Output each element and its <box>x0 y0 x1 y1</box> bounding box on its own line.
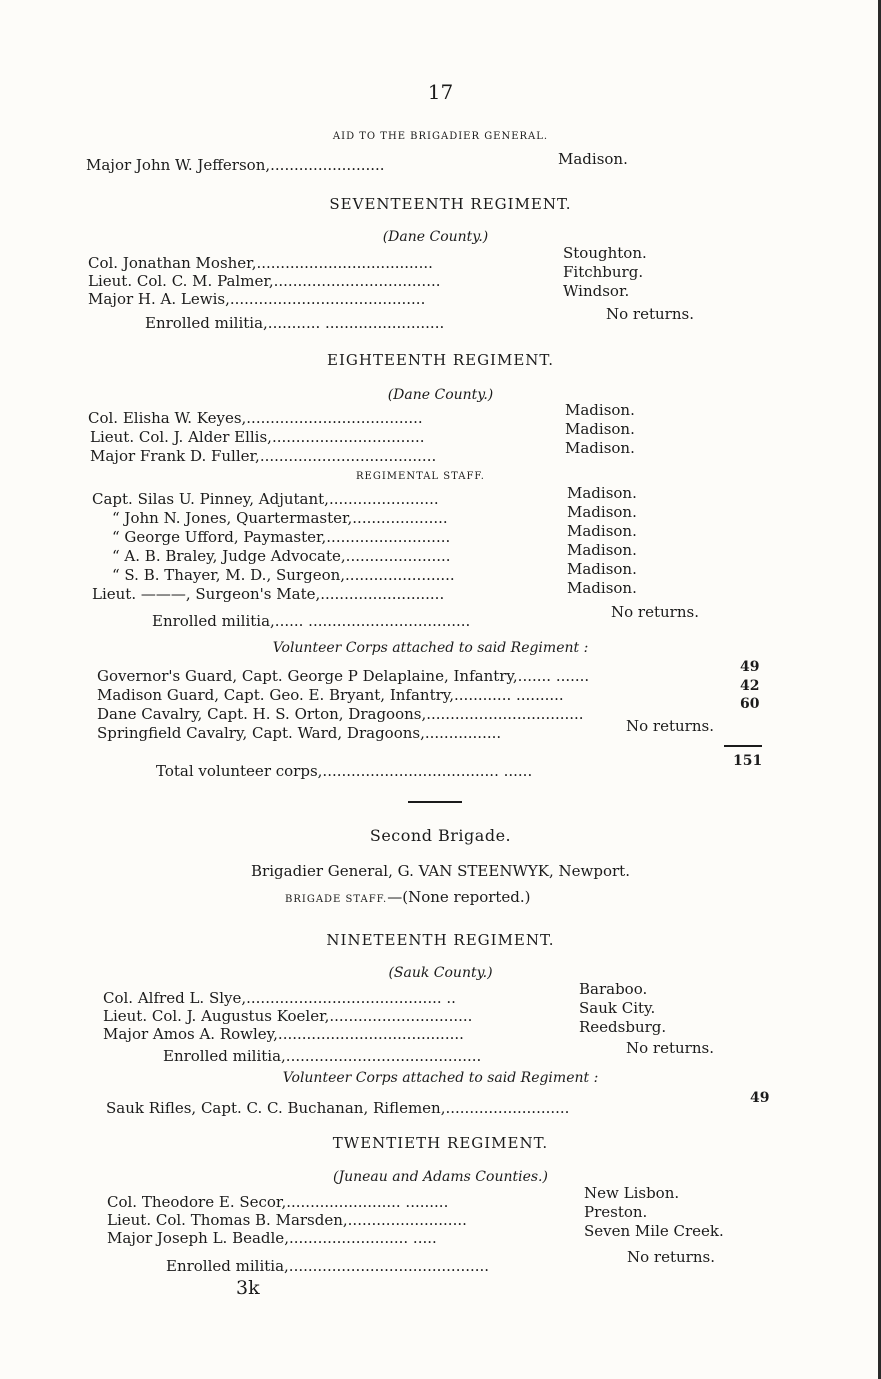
reg19-officer-place: Sauk City. <box>579 999 656 1017</box>
reg19-enrolled-value: No returns. <box>626 1039 714 1057</box>
reg18-enrolled-value: No returns. <box>611 603 699 621</box>
section-divider <box>408 801 462 803</box>
reg20-enrolled-value: No returns. <box>627 1248 715 1266</box>
reg18-total: Total volunteer corps,..................................... ...... <box>156 762 533 780</box>
brigade-heading: Second Brigade. <box>369 826 512 845</box>
reg19-county: (Sauk County.) <box>388 965 493 981</box>
reg18-enrolled: Enrolled militia,...... .................................. <box>152 612 471 630</box>
reg19-heading: NINETEENTH REGIMENT. <box>326 931 555 949</box>
reg17-officer: Lieut. Col. C. M. Palmer,................................... <box>88 272 441 290</box>
reg18-officer: Major Frank D. Fuller,..................................... <box>90 447 437 465</box>
reg19-enrolled: Enrolled militia,......................................... <box>163 1047 482 1065</box>
reg17-officer-place: Fitchburg. <box>563 263 644 281</box>
reg18-staff-heading: REGIMENTAL STAFF. <box>356 471 485 482</box>
reg19-volunteer-heading: Volunteer Corps attached to said Regiment : <box>282 1070 599 1086</box>
reg20-officer: Major Joseph L. Beadle,......................... ..... <box>107 1229 437 1247</box>
reg18-staff-place: Madison. <box>567 541 637 559</box>
total-rule <box>724 745 762 747</box>
reg20-enrolled: Enrolled militia,.......................................... <box>166 1257 490 1275</box>
reg18-officer-place: Madison. <box>565 439 635 457</box>
reg18-staff-place: Madison. <box>567 503 637 521</box>
reg18-total-value: 151 <box>733 753 763 769</box>
reg18-staff-row: “ S. B. Thayer, M. D., Surgeon,....................... <box>112 566 455 584</box>
aid-entry-place: Madison. <box>558 150 628 168</box>
reg18-staff-row: “ A. B. Braley, Judge Advocate,...................... <box>112 547 451 565</box>
reg18-heading: EIGHTEENTH REGIMENT. <box>327 351 554 369</box>
reg17-heading: SEVENTEENTH REGIMENT. <box>329 195 572 213</box>
brigade-staff-note: —(None reported.) <box>387 888 531 906</box>
reg18-volunteer-value: 49 <box>740 659 760 675</box>
reg18-volunteer-row: Dane Cavalry, Capt. H. S. Orton, Dragoons,................................. <box>97 705 584 723</box>
brigade-staff-label: BRIGADE STAFF. <box>285 894 388 905</box>
reg18-volunteer-value: 60 <box>740 696 760 712</box>
reg20-heading: TWENTIETH REGIMENT. <box>332 1134 549 1152</box>
reg20-county: (Juneau and Adams Counties.) <box>333 1169 548 1185</box>
reg17-officer: Col. Jonathan Mosher,..................................... <box>88 254 433 272</box>
reg20-officer-place: New Lisbon. <box>584 1184 680 1202</box>
reg18-volunteer-value: 42 <box>740 678 760 694</box>
reg18-officer-place: Madison. <box>565 420 635 438</box>
reg18-staff-place: Madison. <box>567 579 637 597</box>
reg18-volunteer-row: Governor's Guard, Capt. George P Delaplaine, Infantry,....... ....... <box>97 667 590 685</box>
reg19-volunteer-row: Sauk Rifles, Capt. C. C. Buchanan, Riflemen,.......................... <box>106 1099 570 1117</box>
reg20-officer-place: Seven Mile Creek. <box>584 1222 724 1240</box>
reg18-officer-place: Madison. <box>565 401 635 419</box>
aid-heading: AID TO THE BRIGADIER GENERAL. <box>332 131 549 142</box>
brigade-general: Brigadier General, G. VAN STEENWYK, Newport. <box>251 862 630 880</box>
reg18-staff-place: Madison. <box>567 522 637 540</box>
reg17-officer-place: Stoughton. <box>563 244 647 262</box>
reg18-staff-place: Madison. <box>567 484 637 502</box>
reg20-officer: Col. Theodore E. Secor,........................ ......... <box>107 1193 449 1211</box>
reg17-officer-place: Windsor. <box>563 282 630 300</box>
reg18-officer: Col. Elisha W. Keyes,..................................... <box>88 409 423 427</box>
reg19-volunteer-value: 49 <box>750 1090 770 1106</box>
reg19-officer-place: Reedsburg. <box>579 1018 667 1036</box>
reg17-enrolled: Enrolled militia,........... ......................... <box>145 314 445 332</box>
reg17-enrolled-value: No returns. <box>606 305 694 323</box>
reg18-staff-row: Capt. Silas U. Pinney, Adjutant,....................... <box>92 490 439 508</box>
page-number: 17 <box>427 80 454 104</box>
reg19-officer: Lieut. Col. J. Augustus Koeler,.............................. <box>103 1007 473 1025</box>
brigade-staff <box>285 887 531 906</box>
reg18-staff-place: Madison. <box>567 560 637 578</box>
signature-mark: 3k <box>236 1277 260 1299</box>
reg18-volunteer-heading: Volunteer Corps attached to said Regiment : <box>272 640 589 656</box>
reg19-officer-place: Baraboo. <box>579 980 648 998</box>
reg18-county: (Dane County.) <box>387 387 494 403</box>
reg18-volunteer-value: No returns. <box>626 717 714 735</box>
reg18-staff-row: Lieut. ———, Surgeon's Mate,.......................... <box>92 585 445 603</box>
reg18-officer: Lieut. Col. J. Alder Ellis,................................ <box>90 428 425 446</box>
reg20-officer: Lieut. Col. Thomas B. Marsden,......................... <box>107 1211 467 1229</box>
reg18-volunteer-row: Springfield Cavalry, Capt. Ward, Dragoons,................ <box>97 724 502 742</box>
reg17-county: (Dane County.) <box>382 229 489 245</box>
reg19-officer: Col. Alfred L. Slye,......................................... .. <box>103 989 456 1007</box>
aid-entry: Major John W. Jefferson,........................ <box>86 156 385 174</box>
reg18-volunteer-row: Madison Guard, Capt. Geo. E. Bryant, Infantry,............ .......... <box>97 686 564 704</box>
reg18-staff-row: “ George Ufford, Paymaster,.......................... <box>112 528 451 546</box>
reg17-officer: Major H. A. Lewis,......................................... <box>88 290 426 308</box>
reg20-officer-place: Preston. <box>584 1203 648 1221</box>
reg18-staff-row: “ John N. Jones, Quartermaster,.................... <box>112 509 448 527</box>
reg19-officer: Major Amos A. Rowley,....................................... <box>103 1025 464 1043</box>
